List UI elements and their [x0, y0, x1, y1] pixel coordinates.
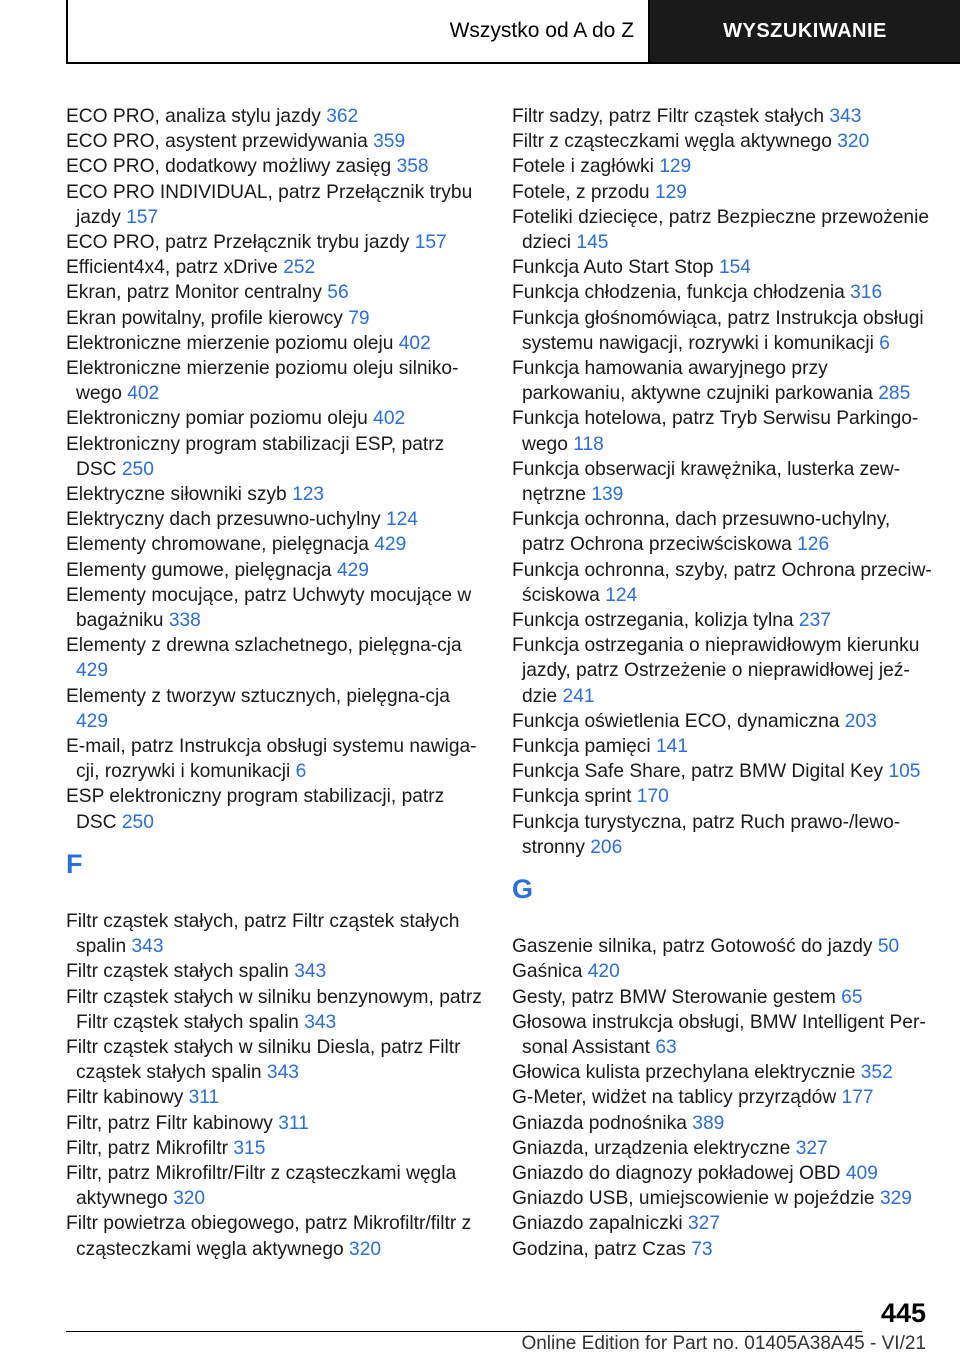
index-entry-text: Gaszenie silnika, patrz Gotowość do jazdy — [512, 936, 873, 958]
index-entry-text: Filtr kabinowy — [66, 1087, 184, 1109]
index-page-link[interactable]: 126 — [797, 534, 830, 556]
index-entry-text: Filtr powietrza obiegowego, patrz Mikrofiltr/filtr z cząsteczkami węgla aktywnego — [66, 1213, 472, 1260]
index-page-link[interactable]: 352 — [860, 1062, 893, 1084]
index-page-link[interactable]: 343 — [131, 936, 164, 958]
index-entry-text: Elementy z drewna szlachetnego, pielęgna-cja — [66, 635, 462, 657]
index-entry-text: ECO PRO, patrz Przełącznik trybu jazdy — [66, 232, 410, 254]
index-entry-text: Gniazdo do diagnozy pokładowej OBD — [512, 1162, 841, 1184]
index-entry — [512, 129, 932, 154]
index-entry — [66, 331, 486, 356]
index-page-link[interactable]: 409 — [845, 1162, 878, 1184]
index-entry — [66, 432, 486, 482]
index-page-link[interactable]: 129 — [654, 181, 687, 203]
index-page-link[interactable]: 250 — [121, 811, 154, 833]
index-page-link[interactable]: 118 — [573, 433, 604, 455]
index-entry — [512, 1211, 932, 1236]
index-entry — [66, 255, 486, 280]
index-page-link[interactable]: 327 — [688, 1213, 721, 1235]
index-entry-text: Fotele i zagłówki — [512, 156, 654, 178]
index-page-link[interactable]: 170 — [636, 786, 669, 808]
index-entry — [66, 306, 486, 331]
index-page-link[interactable]: 6 — [879, 332, 890, 354]
index-entry — [66, 1136, 486, 1161]
index-entry — [512, 306, 932, 356]
index-page-link[interactable]: 63 — [655, 1036, 677, 1058]
index-page-link[interactable]: 237 — [798, 610, 831, 632]
index-entry-text: Głowica kulista przechylana elektrycznie — [512, 1062, 856, 1084]
index-page-link[interactable]: 429 — [374, 534, 407, 556]
index-entry — [66, 356, 486, 406]
index-entry-text: ECO PRO, asystent przewidywania — [66, 131, 368, 153]
index-entry-text: Godzina, patrz Czas — [512, 1238, 686, 1260]
index-entry — [66, 684, 486, 734]
tab-search-label: WYSZUKIWANIE — [723, 19, 887, 42]
index-entry — [66, 104, 486, 129]
index-entry — [66, 583, 486, 633]
index-entry-text: Funkcja hotelowa, patrz Tryb Serwisu Parkingo-wego — [512, 408, 919, 455]
index-page-link[interactable]: 343 — [829, 106, 862, 127]
index-entry — [66, 280, 486, 305]
index-entry — [66, 507, 486, 532]
index-entry — [512, 709, 932, 734]
tab-search[interactable] — [650, 0, 960, 62]
index-entry-text: Gniazdo zapalniczki — [512, 1213, 683, 1235]
index-entry-text: E-mail, patrz Instrukcja obsługi systemu nawiga-cji, rozrywki i komunikacji — [66, 736, 477, 783]
index-entry-text: Elektroniczny pomiar poziomu oleju — [66, 408, 368, 430]
page-number: 445 — [880, 1298, 926, 1328]
index-page-link[interactable]: 123 — [292, 484, 325, 506]
index-entry — [512, 934, 932, 959]
index-entry-text: Filtr, patrz Filtr kabinowy — [66, 1112, 273, 1134]
index-entry-text: Funkcja hamowania awaryjnego przy parkowaniu, aktywne czujniki parkowania — [512, 358, 873, 405]
index-entry — [512, 1060, 932, 1085]
index-entry-text: Elementy mocujące, patrz Uchwyty mocujące w bagażniku — [66, 584, 472, 632]
index-page-link[interactable]: 241 — [562, 685, 595, 707]
index-entry-text: Gniazda, urządzenia elektryczne — [512, 1137, 791, 1159]
index-entry-text: Funkcja ochronna, dach przesuwno-uchylny, patrz Ochrona przeciwściskowa — [512, 509, 891, 556]
index-entry — [512, 104, 932, 129]
index-page-link[interactable]: 329 — [879, 1188, 912, 1210]
index-entry — [512, 633, 932, 709]
index-entry — [512, 608, 932, 633]
index-page-link[interactable]: 65 — [841, 986, 863, 1008]
index-page-link[interactable]: 389 — [692, 1112, 725, 1134]
index-entry-text: Filtr cząstek stałych, patrz Filtr cząstek stałych spalin — [66, 910, 460, 958]
index-page-link[interactable]: 157 — [414, 232, 447, 254]
index-page-link[interactable]: 315 — [233, 1137, 266, 1159]
tab-a-to-z-label: Wszystko od A do Z — [449, 19, 634, 42]
index-page-link[interactable]: 320 — [349, 1238, 382, 1260]
index-entry-text: Gniazda podnośnika — [512, 1112, 687, 1134]
index-page-link[interactable]: 206 — [590, 836, 623, 858]
index-entry — [66, 1161, 486, 1211]
index-entry-text: Ekran powitalny, profile kierowcy — [66, 307, 343, 329]
index-page-link[interactable]: 73 — [691, 1238, 713, 1260]
index-entry — [66, 180, 486, 230]
index-entry — [66, 1211, 486, 1261]
index-entry-text: G-Meter, widżet na tablicy przyrządów — [512, 1087, 837, 1109]
index-letter-heading: G — [512, 874, 534, 905]
index-page-link[interactable]: 124 — [385, 509, 418, 531]
index-page-link[interactable]: 343 — [266, 1062, 299, 1084]
index-entry-text: Elementy z tworzyw sztucznych, pielęgna-cja — [66, 685, 450, 707]
index-entry-text: Filtr, patrz Mikrofiltr/Filtr z cząsteczkami węgla aktywnego — [66, 1162, 457, 1210]
index-entry — [512, 959, 932, 984]
index-entry — [512, 1161, 932, 1186]
index-entry — [512, 406, 932, 456]
index-entry — [512, 1111, 932, 1136]
index-entry-text: ECO PRO, analiza stylu jazdy — [66, 106, 321, 127]
index-entry-text: Funkcja obserwacji krawężnika, lusterka zew-nętrzne — [512, 458, 901, 506]
index-page-link[interactable]: 358 — [396, 156, 429, 178]
index-page-link[interactable]: 359 — [373, 131, 406, 153]
index-entry — [66, 129, 486, 154]
index-entry-text: ECO PRO, dodatkowy możliwy zasięg — [66, 156, 392, 178]
index-entry-text: Filtr cząstek stałych spalin — [66, 961, 289, 983]
index-entry-text: Filtr cząstek stałych w silniku benzynowym, patrz Filtr cząstek stałych spalin — [66, 986, 482, 1033]
footer-edition-text: Online Edition for Part no. 01405A38A45 - VI/21 — [521, 1333, 926, 1354]
index-entry-text: Filtr cząstek stałych w silniku Diesla, patrz Filtr cząstek stałych spalin — [66, 1036, 461, 1084]
index-entry — [512, 734, 932, 759]
index-entry — [66, 1111, 486, 1136]
index-entry-text: Funkcja pamięci — [512, 736, 651, 758]
index-page-link[interactable]: 139 — [591, 484, 624, 506]
index-entry — [512, 180, 932, 205]
index-entry-text: Elektroniczne mierzenie poziomu oleju — [66, 332, 394, 354]
index-page-link[interactable]: 250 — [121, 458, 154, 480]
index-entry-text: Funkcja głośnomówiąca, patrz Instrukcja obsługi systemu nawigacji, rozrywki i komunikacji — [512, 307, 924, 354]
index-page-link[interactable]: 402 — [398, 332, 431, 354]
index-entry-text: Funkcja ostrzegania o nieprawidłowym kierunku jazdy, patrz Ostrzeżenie o nieprawidłowej jeź-dzie — [512, 635, 920, 707]
index-entry — [512, 154, 932, 179]
index-page-link[interactable]: 105 — [888, 761, 921, 783]
index-page-link[interactable]: 124 — [605, 584, 638, 606]
index-entry — [512, 1010, 932, 1060]
index-page-link[interactable]: 177 — [841, 1087, 874, 1109]
index-page-link[interactable]: 420 — [587, 961, 620, 983]
index-page-link[interactable]: 402 — [373, 408, 406, 430]
index-entry — [512, 1237, 932, 1262]
index-entry — [66, 734, 486, 784]
index-page-link[interactable]: 145 — [576, 232, 609, 254]
index-entry — [66, 558, 486, 583]
index-entry — [66, 1085, 486, 1110]
index-entry-text: Fotele, z przodu — [512, 181, 650, 203]
index-entry — [66, 532, 486, 557]
index-page-link[interactable]: 343 — [294, 961, 327, 983]
index-entry — [512, 784, 932, 809]
index-entry-text: Foteliki dziecięce, patrz Bezpieczne przewożenie dzieci — [512, 206, 930, 254]
index-entry-text: Funkcja turystyczna, patrz Ruch prawo-/lewo-stronny — [512, 811, 901, 858]
index-entry — [66, 1035, 486, 1085]
index-entry — [66, 230, 486, 255]
index-page-link[interactable]: 338 — [168, 610, 201, 632]
index-page-link[interactable]: 429 — [76, 710, 109, 732]
index-entry — [512, 1136, 932, 1161]
index-entry — [512, 1085, 932, 1110]
index-entry — [512, 810, 932, 860]
index-entry-text: Funkcja oświetlenia ECO, dynamiczna — [512, 710, 840, 732]
index-entry-text: ECO PRO INDIVIDUAL, patrz Przełącznik trybu jazdy — [66, 181, 473, 228]
index-entry-text: Elektroniczny program stabilizacji ESP, patrz DSC — [66, 433, 445, 480]
index-entry-text: Elektryczne siłowniki szyb — [66, 484, 287, 506]
index-entry-text: Gesty, patrz BMW Sterowanie gestem — [512, 986, 836, 1008]
index-page-link[interactable]: 343 — [304, 1011, 337, 1033]
index-page-link[interactable]: 79 — [348, 307, 370, 329]
index-entry-text: Filtr sadzy, patrz Filtr cząstek stałych — [512, 106, 825, 127]
index-entry-text: Funkcja ostrzegania, kolizja tylna — [512, 610, 794, 632]
index-page-link[interactable]: 157 — [126, 206, 159, 228]
index-entry — [512, 1186, 932, 1211]
index-page-link[interactable]: 362 — [326, 106, 359, 127]
index-entry-text: Funkcja sprint — [512, 786, 632, 808]
index-entry-text: Filtr, patrz Mikrofiltr — [66, 1137, 229, 1159]
index-page-link[interactable]: 320 — [837, 131, 870, 153]
index-column-left — [66, 104, 486, 1262]
index-entry-text: Elementy gumowe, pielęgnacja — [66, 559, 332, 581]
index-entry — [66, 633, 486, 683]
index-entry-text: Funkcja ochronna, szyby, patrz Ochrona przeciw-ściskowa — [512, 559, 932, 606]
index-entry — [66, 959, 486, 984]
header-tab-bar — [66, 0, 960, 64]
index-entry-text: Elektroniczne mierzenie poziomu oleju silniko-wego — [66, 358, 459, 405]
index-entry — [512, 558, 932, 608]
index-entry-text: Elementy chromowane, pielęgnacja — [66, 534, 369, 556]
index-entry — [512, 255, 932, 280]
index-entry — [66, 406, 486, 431]
index-page-link[interactable]: 50 — [877, 936, 900, 958]
footer-divider — [66, 1331, 862, 1332]
index-page-link[interactable]: 154 — [718, 257, 751, 279]
index-page-link[interactable]: 402 — [127, 383, 160, 405]
index-entry — [66, 784, 486, 834]
index-entry — [512, 985, 932, 1010]
index-entry-text: Filtr z cząsteczkami węgla aktywnego — [512, 131, 832, 153]
index-page-link[interactable]: 327 — [795, 1137, 828, 1159]
index-page-link[interactable]: 252 — [283, 257, 316, 279]
index-entry — [66, 154, 486, 179]
index-entry — [66, 909, 486, 959]
index-page-link[interactable]: 320 — [173, 1188, 206, 1210]
index-page-link[interactable]: 129 — [659, 156, 692, 178]
index-entry-text: Efficient4x4, patrz xDrive — [66, 257, 278, 279]
index-entry-text: Funkcja chłodzenia, funkcja chłodzenia — [512, 282, 845, 304]
index-page-link[interactable]: 203 — [844, 710, 877, 732]
index-entry — [512, 356, 932, 406]
index-page-link[interactable]: 429 — [336, 559, 369, 581]
index-page-link[interactable]: 6 — [295, 761, 307, 783]
index-entry — [512, 280, 932, 305]
index-page-link[interactable]: 429 — [76, 660, 109, 682]
index-entry-text: Funkcja Safe Share, patrz BMW Digital Key — [512, 761, 884, 783]
index-page-link[interactable]: 141 — [655, 736, 688, 758]
index-page-link[interactable]: 311 — [188, 1087, 220, 1109]
index-entry-text: Głosowa instrukcja obsługi, BMW Intelligent Per-sonal Assistant — [512, 1011, 926, 1058]
index-page-link[interactable]: 316 — [850, 282, 883, 304]
index-entry — [512, 205, 932, 255]
index-entry-text: ESP elektroniczny program stabilizacji, patrz DSC — [66, 786, 445, 833]
index-entry-text: Elektryczny dach przesuwno-uchylny — [66, 509, 381, 531]
index-entry-text: Gaśnica — [512, 961, 583, 983]
index-page-link[interactable]: 311 — [278, 1112, 309, 1134]
index-entry — [66, 482, 486, 507]
index-entry — [512, 457, 932, 507]
index-page-link[interactable]: 56 — [327, 282, 349, 304]
index-entry-text: Ekran, patrz Monitor centralny — [66, 282, 322, 304]
index-entry — [66, 985, 486, 1035]
index-entry-text: Gniazdo USB, umiejscowienie w pojeździe — [512, 1188, 875, 1210]
index-entry — [512, 507, 932, 557]
index-column-right — [512, 104, 932, 1262]
index-entry — [512, 759, 932, 784]
index-page-link[interactable]: 285 — [878, 383, 911, 405]
tab-a-to-z[interactable] — [68, 0, 650, 62]
index-entry-text: Funkcja Auto Start Stop — [512, 257, 714, 279]
index-letter-heading: F — [66, 848, 83, 879]
